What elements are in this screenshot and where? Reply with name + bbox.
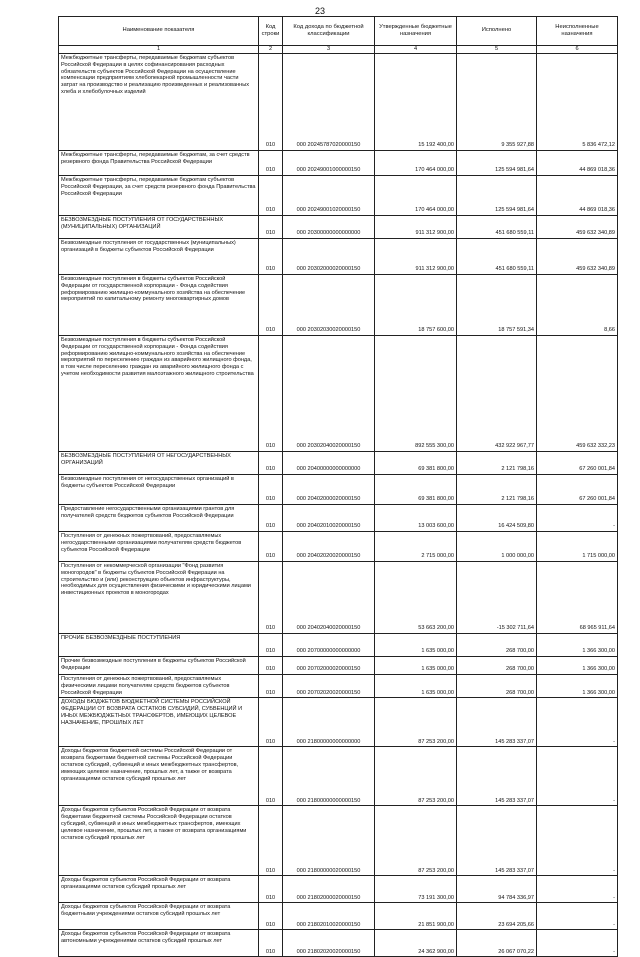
row-code: 010 (259, 475, 283, 505)
row-name: Поступления от денежных пожертвований, предоставляемых физическими лицами получателям средств бюджетов субъектов Российской Федерации (59, 675, 259, 698)
column-number: 5 (457, 46, 537, 54)
table-row (59, 475, 618, 505)
row-code: 010 (259, 747, 283, 806)
column-number-row (59, 46, 618, 54)
row-income-code: 000 21802000020000150 (283, 876, 375, 903)
table-row (59, 657, 618, 675)
row-code: 010 (259, 675, 283, 698)
row-executed: 9 355 927,88 (457, 54, 537, 151)
row-unexecuted: - (537, 806, 618, 876)
row-executed: 16 424 509,80 (457, 505, 537, 532)
row-name: Поступления от денежных пожертвований, предоставляемых негосударственными организациями получателям средств бюджетов субъектов Российской Федерации (59, 532, 259, 562)
row-executed: 268 700,00 (457, 675, 537, 698)
row-code: 010 (259, 806, 283, 876)
row-approved: 170 464 000,00 (375, 151, 457, 176)
row-approved: 24 362 900,00 (375, 930, 457, 957)
row-approved: 15 192 400,00 (375, 54, 457, 151)
row-executed: 1 000 000,00 (457, 532, 537, 562)
header-income-code: Код дохода по бюджетной классификации (283, 17, 375, 46)
row-income-code: 000 20402010020000150 (283, 505, 375, 532)
row-unexecuted: 44 869 018,36 (537, 176, 618, 216)
row-executed: 125 594 981,64 (457, 176, 537, 216)
row-income-code: 000 20700000000000000 (283, 634, 375, 657)
header-approved: Утвержденные бюджетные назначения (375, 17, 457, 46)
row-name: Межбюджетные трансферты, передаваемые бюджетам субъектов Российской Федерации, за счет средств резервного фонда Правительства Российской Федерации (59, 176, 259, 216)
column-number: 1 (59, 46, 259, 54)
page-number: 23 (314, 6, 325, 16)
row-name: Доходы бюджетов субъектов Российской Федерации от возврата бюджетными учреждениями остатков субсидий прошлых лет (59, 903, 259, 930)
row-code: 010 (259, 903, 283, 930)
row-approved: 1 635 000,00 (375, 675, 457, 698)
table-row (59, 747, 618, 806)
table-row (59, 151, 618, 176)
row-approved: 69 381 800,00 (375, 452, 457, 475)
column-number: 4 (375, 46, 457, 54)
table-row (59, 54, 618, 151)
column-number: 2 (259, 46, 283, 54)
row-income-code: 000 20402020020000150 (283, 532, 375, 562)
row-income-code: 000 20702000020000150 (283, 657, 375, 675)
row-unexecuted: - (537, 505, 618, 532)
row-executed: 145 283 337,07 (457, 698, 537, 747)
row-income-code: 000 21802010020000150 (283, 903, 375, 930)
row-name: Безвозмездные поступления в бюджеты субъектов Российской Федерации от государственной корпорации - Фонда содействия реформированию жилищно-коммунального хозяйства на обеспечение мероприятий по капитальному ремонту многоквартирных домов (59, 275, 259, 336)
row-approved: 170 464 000,00 (375, 176, 457, 216)
row-approved: 1 635 000,00 (375, 657, 457, 675)
row-unexecuted: 1 366 300,00 (537, 634, 618, 657)
header-name: Наименование показателя (59, 17, 259, 46)
row-income-code: 000 21802020020000150 (283, 930, 375, 957)
row-income-code: 000 20402040020000150 (283, 562, 375, 634)
row-name: Доходы бюджетов субъектов Российской Федерации от возврата организациями остатков субсидий прошлых лет (59, 876, 259, 903)
row-executed: -15 302 711,64 (457, 562, 537, 634)
row-income-code: 000 20245787020000150 (283, 54, 375, 151)
row-unexecuted: 5 836 472,12 (537, 54, 618, 151)
row-income-code: 000 20702020020000150 (283, 675, 375, 698)
row-code: 010 (259, 876, 283, 903)
row-unexecuted: 67 260 001,84 (537, 475, 618, 505)
row-name: Поступления от некоммерческой организации "Фонд развития моногородов" в бюджеты субъектов Российской Федерации на строительство и (или) реконструкцию объектов инфраструктуры, необходимых для осуществления физическими и юридическими лицами инвестиционных проектов в моногородах (59, 562, 259, 634)
row-income-code: 000 20400000000000000 (283, 452, 375, 475)
table-row (59, 275, 618, 336)
row-unexecuted: 44 869 018,36 (537, 151, 618, 176)
row-code: 010 (259, 176, 283, 216)
table-row (59, 562, 618, 634)
row-code: 010 (259, 239, 283, 275)
row-income-code: 000 21800000000000000 (283, 698, 375, 747)
row-unexecuted: - (537, 698, 618, 747)
table-row (59, 806, 618, 876)
row-name: БЕЗВОЗМЕЗДНЫЕ ПОСТУПЛЕНИЯ ОТ НЕГОСУДАРСТВЕННЫХ ОРГАНИЗАЦИЙ (59, 452, 259, 475)
row-approved: 1 635 000,00 (375, 634, 457, 657)
row-income-code: 000 21800000020000150 (283, 806, 375, 876)
row-name: Межбюджетные трансферты, передаваемые бюджетам, за счет средств резервного фонда Правительства Российской Федерации (59, 151, 259, 176)
row-approved: 911 312 900,00 (375, 239, 457, 275)
row-approved: 21 851 900,00 (375, 903, 457, 930)
row-name: Прочие безвозмездные поступления в бюджеты субъектов Российской Федерации (59, 657, 259, 675)
table-row (59, 239, 618, 275)
row-approved: 53 663 200,00 (375, 562, 457, 634)
row-approved: 892 555 300,00 (375, 336, 457, 452)
row-approved: 73 191 300,00 (375, 876, 457, 903)
row-income-code: 000 20302030020000150 (283, 275, 375, 336)
header-unexecuted: Неисполненные назначения (537, 17, 618, 46)
row-income-code: 000 21800000000000150 (283, 747, 375, 806)
table-row (59, 698, 618, 747)
row-approved: 87 253 200,00 (375, 806, 457, 876)
row-name: Межбюджетные трансферты, передаваемые бюджетам субъектов Российской Федерации в целях софинансирования расходных обязательств субъектов Российской Федерации на осуществление компенсации предприятиям хлебопекарной промышленности части затрат на производство и реализацию произведенных и реализованных хлеба и хлебобулочных изделий (59, 54, 259, 151)
row-name: БЕЗВОЗМЕЗДНЫЕ ПОСТУПЛЕНИЯ ОТ ГОСУДАРСТВЕННЫХ (МУНИЦИПАЛЬНЫХ) ОРГАНИЗАЦИЙ (59, 216, 259, 239)
table-row (59, 505, 618, 532)
row-income-code: 000 20249001000000150 (283, 151, 375, 176)
row-executed: 145 283 337,07 (457, 806, 537, 876)
row-unexecuted: 459 632 340,89 (537, 239, 618, 275)
row-name: Доходы бюджетов бюджетной системы Российской Федерации от возврата бюджетами бюджетной системы Российской Федерации остатков субсидий, субвенций и иных межбюджетных трансфертов, имеющих целевое назначение, прошлых лет, а также от возврата организациями остатков субсидий прошлых лет (59, 747, 259, 806)
table-row (59, 336, 618, 452)
row-unexecuted: - (537, 930, 618, 957)
row-code: 010 (259, 562, 283, 634)
table-row (59, 930, 618, 957)
row-approved: 911 312 900,00 (375, 216, 457, 239)
row-name: Доходы бюджетов субъектов Российской Федерации от возврата бюджетами бюджетной системы Российской Федерации остатков субсидий, субвенций и иных межбюджетных трансфертов, имеющих целевое назначение, прошлых лет, а также от возврата организациями остатков субсидий прошлых лет (59, 806, 259, 876)
row-executed: 268 700,00 (457, 657, 537, 675)
row-unexecuted: - (537, 747, 618, 806)
row-unexecuted: 8,66 (537, 275, 618, 336)
row-approved: 18 757 600,00 (375, 275, 457, 336)
row-executed: 94 784 336,97 (457, 876, 537, 903)
column-number: 6 (537, 46, 618, 54)
row-income-code: 000 20300000000000000 (283, 216, 375, 239)
row-unexecuted: 68 965 911,64 (537, 562, 618, 634)
row-approved: 2 715 000,00 (375, 532, 457, 562)
row-code: 010 (259, 54, 283, 151)
row-executed: 268 700,00 (457, 634, 537, 657)
row-income-code: 000 20402000020000150 (283, 475, 375, 505)
row-code: 010 (259, 275, 283, 336)
row-unexecuted: - (537, 876, 618, 903)
row-name: Безвозмездные поступления от государственных (муниципальных) организаций в бюджеты субъектов Российской Федерации (59, 239, 259, 275)
row-executed: 125 594 981,64 (457, 151, 537, 176)
row-name: Предоставление негосударственными организациями грантов для получателей средств бюджетов субъектов Российской Федерации (59, 505, 259, 532)
row-unexecuted: - (537, 903, 618, 930)
row-approved: 13 003 600,00 (375, 505, 457, 532)
table-row (59, 216, 618, 239)
row-executed: 2 121 798,16 (457, 452, 537, 475)
row-unexecuted: 1 366 300,00 (537, 657, 618, 675)
row-code: 010 (259, 452, 283, 475)
row-approved: 87 253 200,00 (375, 747, 457, 806)
table-row (59, 903, 618, 930)
row-name: Безвозмездные поступления в бюджеты субъектов Российской Федерации от государственной корпорации - Фонда содействия реформированию жилищно-коммунального хозяйства на обеспечение мероприятий по переселению граждан из аварийного жилищного фонда, в том числе переселению граждан из аварийного жилищного фонда с учетом необходимости развития малоэтажного жилищного строительства (59, 336, 259, 452)
row-income-code: 000 20249001020000150 (283, 176, 375, 216)
table-row (59, 452, 618, 475)
row-unexecuted: 459 632 332,23 (537, 336, 618, 452)
row-code: 010 (259, 634, 283, 657)
row-executed: 18 757 591,34 (457, 275, 537, 336)
row-approved: 87 253 200,00 (375, 698, 457, 747)
row-name: Безвозмездные поступления от негосударственных организаций в бюджеты субъектов Российской Федерации (59, 475, 259, 505)
column-number: 3 (283, 46, 375, 54)
table-row (59, 532, 618, 562)
row-unexecuted: 459 632 340,89 (537, 216, 618, 239)
table-row (59, 876, 618, 903)
row-executed: 23 694 205,66 (457, 903, 537, 930)
row-unexecuted: 67 260 001,84 (537, 452, 618, 475)
row-name: Доходы бюджетов субъектов Российской Федерации от возврата автономными учреждениями остатков субсидий прошлых лет (59, 930, 259, 957)
table-header-row (59, 17, 618, 46)
row-name: ДОХОДЫ БЮДЖЕТОВ БЮДЖЕТНОЙ СИСТЕМЫ РОССИЙСКОЙ ФЕДЕРАЦИИ ОТ ВОЗВРАТА ОСТАТКОВ СУБСИДИЙ, СУБВЕНЦИЙ И ИНЫХ МЕЖБЮДЖЕТНЫХ ТРАНСФЕРТОВ, ИМЕЮЩИХ ЦЕЛЕВОЕ НАЗНАЧЕНИЕ, ПРОШЛЫХ ЛЕТ (59, 698, 259, 747)
row-executed: 2 121 798,16 (457, 475, 537, 505)
header-row-code: Код строки (259, 17, 283, 46)
revenue-table (58, 16, 618, 957)
row-approved: 69 381 800,00 (375, 475, 457, 505)
row-code: 010 (259, 336, 283, 452)
row-executed: 145 283 337,07 (457, 747, 537, 806)
row-income-code: 000 20302000020000150 (283, 239, 375, 275)
row-code: 010 (259, 505, 283, 532)
row-unexecuted: 1 715 000,00 (537, 532, 618, 562)
row-name: ПРОЧИЕ БЕЗВОЗМЕЗДНЫЕ ПОСТУПЛЕНИЯ (59, 634, 259, 657)
table-row (59, 675, 618, 698)
row-executed: 432 922 967,77 (457, 336, 537, 452)
row-executed: 451 680 559,11 (457, 216, 537, 239)
row-unexecuted: 1 366 300,00 (537, 675, 618, 698)
row-executed: 26 067 070,22 (457, 930, 537, 957)
row-code: 010 (259, 216, 283, 239)
row-income-code: 000 20302040020000150 (283, 336, 375, 452)
row-code: 010 (259, 151, 283, 176)
row-code: 010 (259, 698, 283, 747)
header-executed: Исполнено (457, 17, 537, 46)
row-code: 010 (259, 532, 283, 562)
table-row (59, 176, 618, 216)
row-code: 010 (259, 657, 283, 675)
row-executed: 451 680 559,11 (457, 239, 537, 275)
row-code: 010 (259, 930, 283, 957)
table-row (59, 634, 618, 657)
